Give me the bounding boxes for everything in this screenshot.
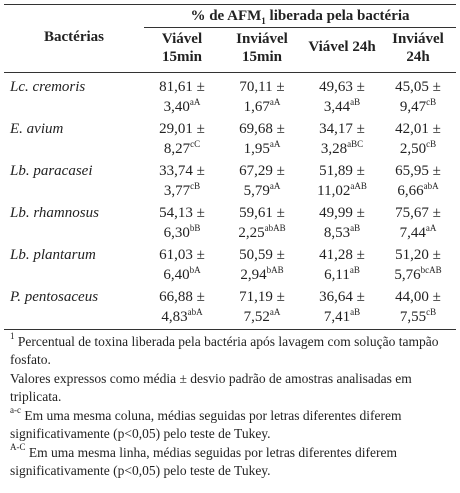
cell-letters: bcAB [420, 265, 442, 275]
footnote-4-ref: A-C [10, 442, 26, 452]
cell-sd-line [380, 181, 456, 201]
row-label: P. pentosaceus [10, 289, 99, 305]
cell-sd-line [304, 223, 380, 243]
col-header-2 [220, 30, 304, 66]
col-header-1-line1: Viável [161, 31, 203, 47]
row-label: Lc. cremoris [10, 79, 86, 95]
cell-letters: bB [189, 223, 201, 233]
cell-letters: cB [426, 97, 437, 107]
row-header: Bactérias [44, 29, 104, 45]
cell-sd-line [144, 139, 220, 159]
cell-sd: 11,02 [317, 183, 351, 199]
cell-sd: 9,47 [399, 99, 427, 115]
table-top-rule [4, 4, 456, 5]
cell-sd-line [304, 265, 380, 285]
cell-letters: aA [269, 97, 281, 107]
cell-letters: aA [269, 139, 281, 149]
cell-letters: bA [189, 265, 201, 275]
footnote-1-ref: 1 [10, 331, 15, 341]
table-cell [220, 161, 304, 201]
cell-sd-line [304, 139, 380, 159]
cell-letters: aA [269, 307, 281, 317]
cell-sd: 4,83 [161, 309, 188, 325]
cell-sd-line [220, 223, 304, 243]
cell-mean: 33,74 ± [159, 163, 205, 179]
cell-mean: 42,01 ± [395, 121, 441, 137]
cell-mean: 54,13 ± [159, 205, 205, 221]
footnote-1-text: Percentual de toxina liberada pela bactéria após lavagem com solução tampão fosfato. [10, 334, 439, 367]
cell-mean: 66,88 ± [159, 289, 205, 305]
table-cell [144, 245, 220, 285]
cell-sd: 6,66 [397, 183, 424, 199]
table-cell [304, 77, 380, 117]
group-header-sub: 1 [261, 16, 266, 26]
cell-letters: abA [187, 307, 203, 317]
col-header-4-line2: 24h [406, 49, 430, 65]
cell-letters: aAB [350, 181, 367, 191]
table-cell [380, 161, 456, 201]
col-header-2-line1: Inviável [236, 31, 288, 47]
cell-sd: 6,30 [163, 225, 190, 241]
cell-mean: 59,61 ± [239, 205, 285, 221]
cell-sd: 8,27 [163, 141, 191, 157]
cell-mean: 67,29 ± [239, 163, 285, 179]
cell-mean: 45,05 ± [395, 79, 441, 95]
cell-mean: 49,99 ± [319, 205, 365, 221]
cell-sd-line [220, 181, 304, 201]
cell-letters: abAB [264, 223, 286, 233]
cell-letters: aB [349, 265, 360, 275]
cell-letters: aBC [347, 139, 364, 149]
group-header [144, 7, 456, 25]
cell-sd-line [220, 307, 304, 327]
cell-letters: aB [350, 307, 361, 317]
table-cell [380, 119, 456, 159]
table-cell [304, 161, 380, 201]
cell-letters: abA [423, 181, 439, 191]
cell-sd-line [144, 97, 220, 117]
cell-sd: 2,94 [240, 267, 267, 283]
cell-sd: 6,40 [163, 267, 190, 283]
table-cell [220, 245, 304, 285]
table-cell [380, 77, 456, 117]
table-bottom-rule [4, 329, 456, 330]
cell-sd-line [380, 307, 456, 327]
table-cell [220, 119, 304, 159]
table-cell [220, 287, 304, 327]
cell-letters: cB [426, 307, 437, 317]
row-label: Lb. plantarum [10, 247, 96, 263]
cell-sd-line [220, 139, 304, 159]
table-cell [304, 203, 380, 243]
footnote-2-text: Valores expressos como média ± desvio padrão de amostras analisadas em triplicata. [10, 371, 412, 404]
table-cell [220, 77, 304, 117]
row-label: Lb. paracasei [10, 163, 93, 179]
cell-mean: 44,00 ± [395, 289, 441, 305]
cell-sd: 5,79 [243, 183, 270, 199]
col-header-1 [144, 30, 220, 66]
cell-mean: 51,89 ± [319, 163, 365, 179]
cell-sd-line [144, 307, 220, 327]
table-cell [304, 287, 380, 327]
table-cell [144, 287, 220, 327]
col-header-4 [380, 30, 456, 66]
cell-sd-line [304, 181, 380, 201]
cell-sd: 3,28 [320, 141, 348, 157]
cell-letters: aB [350, 223, 361, 233]
cell-sd-line [380, 139, 456, 159]
cell-mean: 34,17 ± [319, 121, 365, 137]
group-header-prefix: % de AFM [190, 8, 262, 24]
footnote-2 [10, 370, 450, 406]
cell-sd: 6,11 [324, 267, 350, 283]
cell-mean: 61,03 ± [159, 247, 205, 263]
table-cell [380, 245, 456, 285]
cell-letters: cB [426, 139, 437, 149]
cell-sd: 3,44 [323, 99, 351, 115]
table-cell [380, 203, 456, 243]
col-header-1-line2: 15min [161, 49, 202, 65]
cell-sd-line [144, 223, 220, 243]
cell-sd: 7,55 [399, 309, 427, 325]
table-cell [144, 161, 220, 201]
cell-sd: 8,53 [323, 225, 351, 241]
cell-sd: 2,50 [399, 141, 427, 157]
table-cell [304, 245, 380, 285]
cell-letters: aB [350, 97, 361, 107]
cell-mean: 50,59 ± [239, 247, 285, 263]
header-bottom-rule [4, 72, 456, 73]
cell-sd: 3,77 [163, 183, 191, 199]
cell-sd: 5,76 [394, 267, 421, 283]
cell-mean: 51,20 ± [395, 247, 441, 263]
col-header-4-line1: Inviável [392, 31, 444, 47]
table-cell [304, 119, 380, 159]
cell-sd: 2,25 [238, 225, 265, 241]
cell-mean: 71,19 ± [239, 289, 285, 305]
cell-sd: 7,52 [243, 309, 270, 325]
table-cell [380, 287, 456, 327]
footnote-4 [10, 444, 450, 480]
footnote-1 [10, 333, 450, 369]
table-cell [144, 203, 220, 243]
cell-sd: 7,44 [399, 225, 426, 241]
table-cell [220, 203, 304, 243]
cell-mean: 75,67 ± [395, 205, 441, 221]
cell-sd-line [304, 97, 380, 117]
cell-sd-line [144, 181, 220, 201]
cell-sd-line [144, 265, 220, 285]
cell-mean: 36,64 ± [319, 289, 365, 305]
cell-sd: 3,40 [163, 99, 190, 115]
cell-sd: 1,67 [243, 99, 270, 115]
cell-mean: 41,28 ± [319, 247, 365, 263]
cell-sd-line [380, 223, 456, 243]
footnote-4-text: Em uma mesma linha, médias seguidas por letras diferentes diferem significativamente (p<0,05) pelo teste de Tukey. [10, 445, 398, 478]
cell-sd-line [220, 97, 304, 117]
cell-sd-line [304, 307, 380, 327]
row-label: Lb. rhamnosus [10, 205, 99, 221]
cell-sd-line [220, 265, 304, 285]
col-header-3-line1: Viável 24h [308, 39, 376, 55]
cell-letters: bAB [266, 265, 284, 275]
cell-mean: 65,95 ± [395, 163, 441, 179]
table-cell [144, 119, 220, 159]
row-label: E. avium [10, 121, 64, 137]
cell-mean: 81,61 ± [159, 79, 205, 95]
cell-mean: 29,01 ± [159, 121, 205, 137]
cell-sd: 1,95 [243, 141, 270, 157]
col-header-2-line2: 15min [241, 49, 282, 65]
cell-letters: aA [189, 97, 201, 107]
group-header-rule [144, 27, 456, 28]
cell-mean: 49,63 ± [319, 79, 365, 95]
footnote-3-ref: a-c [10, 405, 21, 415]
cell-letters: cB [190, 181, 201, 191]
cell-mean: 69,68 ± [239, 121, 285, 137]
group-header-suffix: liberada pela bactéria [265, 8, 410, 24]
cell-letters: aA [425, 223, 437, 233]
cell-mean: 70,11 ± [239, 79, 285, 95]
footnote-3-text: Em uma mesma coluna, médias seguidas por letras diferentes diferem significativamente (p<0,05) pelo teste de Tukey. [10, 408, 402, 441]
cell-sd: 7,41 [323, 309, 351, 325]
cell-letters: cC [190, 139, 201, 149]
footnote-3 [10, 407, 450, 443]
table-cell [144, 77, 220, 117]
col-header-3 [304, 38, 380, 56]
cell-letters: aA [269, 181, 281, 191]
cell-sd-line [380, 97, 456, 117]
cell-sd-line [380, 265, 456, 285]
